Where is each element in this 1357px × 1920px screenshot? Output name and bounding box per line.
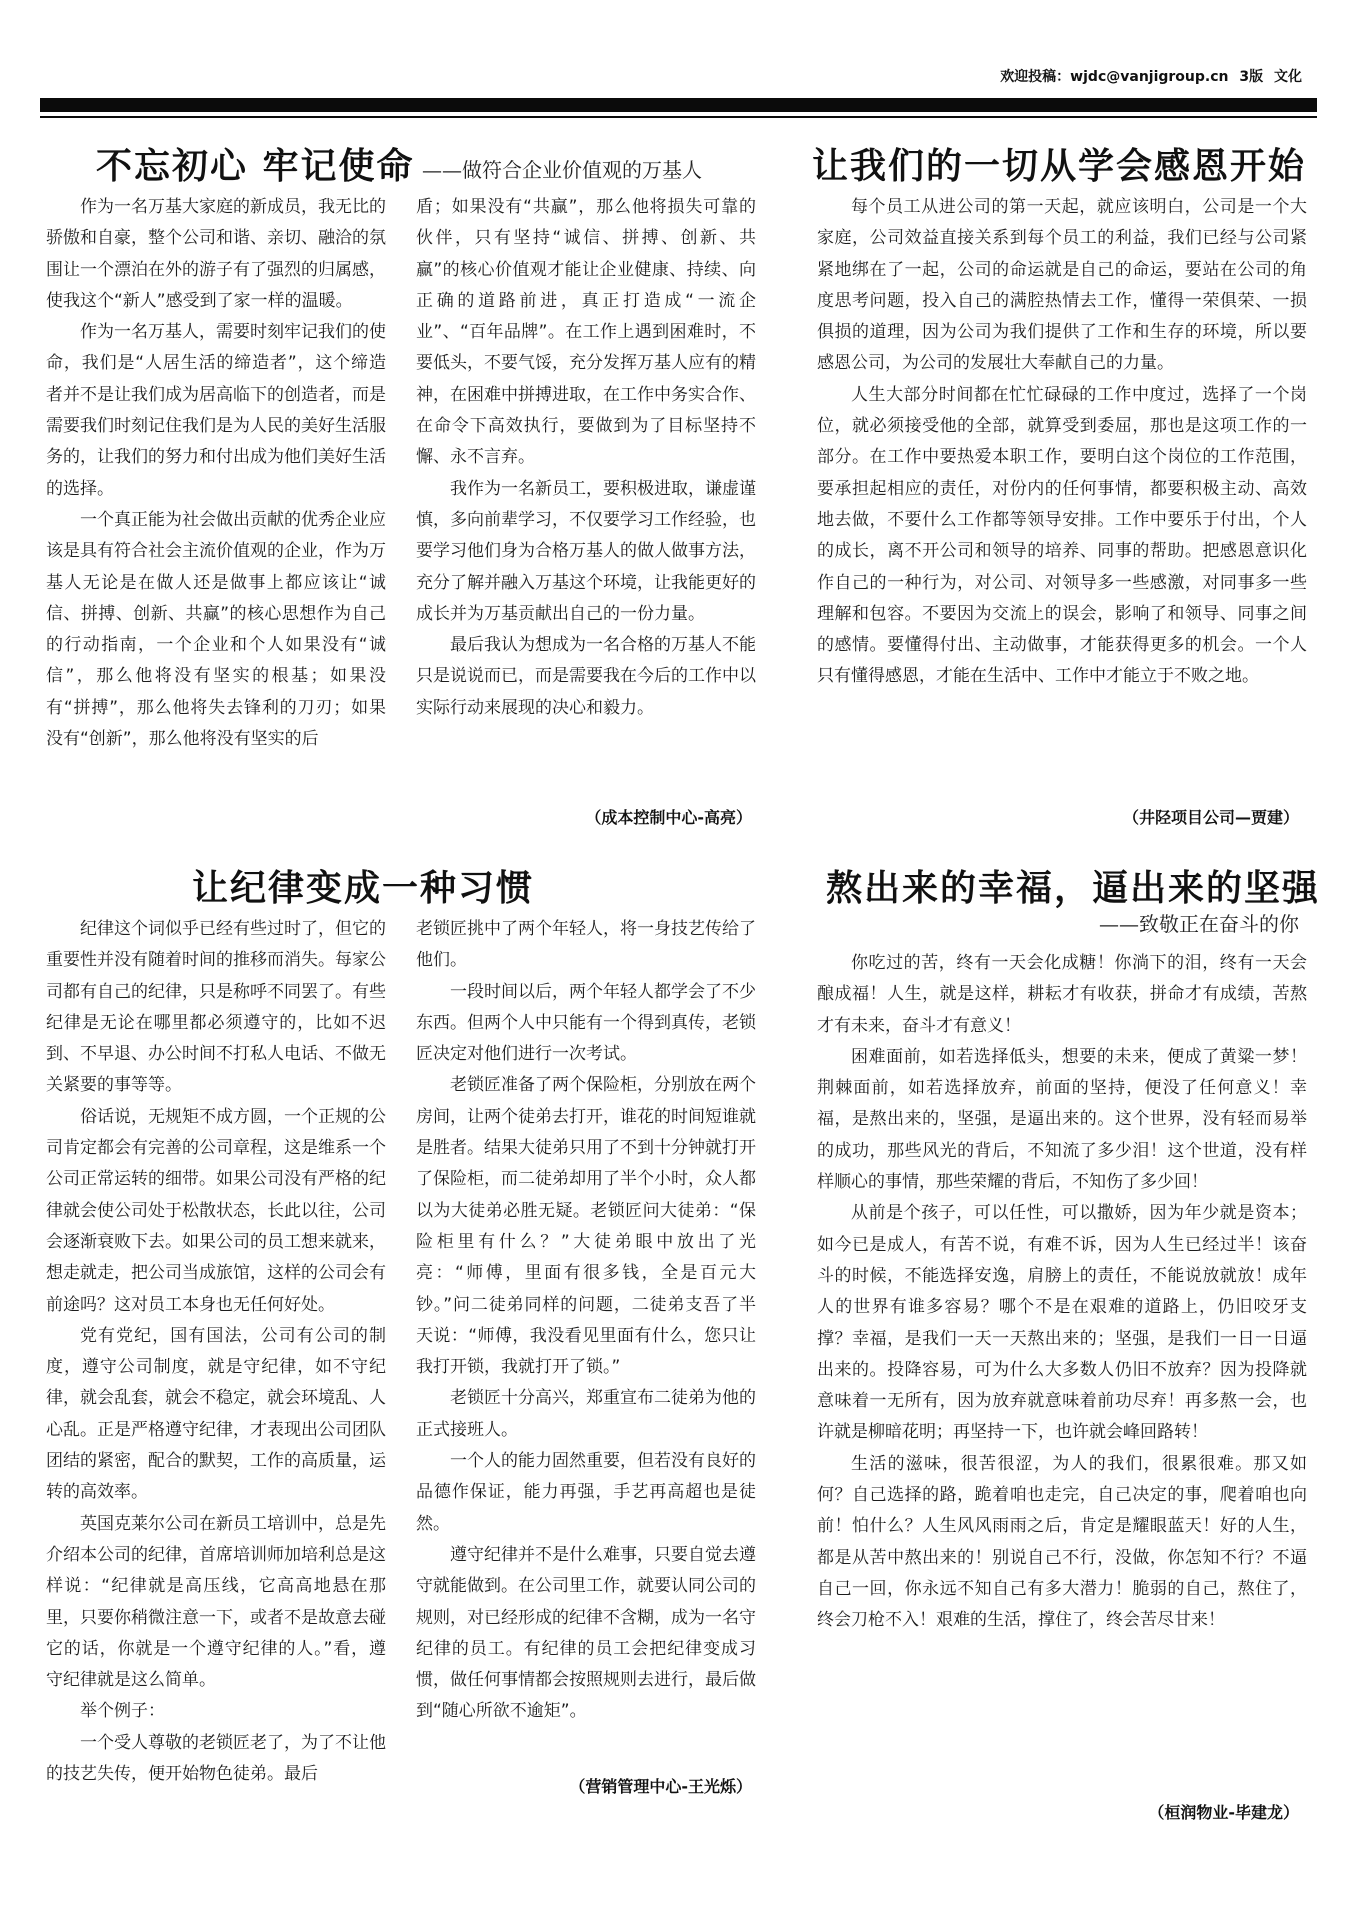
article-column — [817, 948, 1307, 1637]
header-rule-thin — [40, 116, 1317, 118]
section-name: 文化 — [1274, 69, 1302, 85]
paragraph: 一个真正能为社会做出贡献的优秀企业应该是具有符合社会主流价值观的企业，作为万基人无论是在做人还是做事上都应该让“诚信、拼搏、创新、共赢”的核心思想作为自己的行动指南，一个企业和个人如果没有“诚信”，那么他将没有坚实的根基；如果没有“拼搏”，那么他将失去锋利的刀刃；如果没有“创新”，那么他将没有坚实的后 — [46, 509, 386, 750]
article-column — [416, 192, 756, 724]
paragraph: 纪律这个词似乎已经有些过时了，但它的重要性并没有随着时间的推移而消失。每家公司都有自己的纪律，只是称呼不同罢了。有些纪律是无论在哪里都必须遵守的，比如不迟到、不早退、办公时间不打私人电话、不做无关紧要的事等等。 — [46, 919, 386, 1096]
paragraph: 困难面前，如若选择低头，想要的未来，便成了黄粱一梦！荆棘面前，如若选择放弃，前面的坚持，便没了任何意义！幸福，是熬出来的，坚强，是逼出来的。这个世界，没有轻而易举的成功，那些风光的背后，不知流了多少泪！这个世道，没有样样顺心的事情，那些荣耀的背后，不知伤了多少回！ — [817, 1046, 1307, 1193]
paragraph: 人生大部分时间都在忙忙碌碌的工作中度过，选择了一个岗位，就必须接受他的全部，就算受到委屈，那也是这项工作的一部分。在工作中要热爱本职工作，要明白这个岗位的工作范围，要承担起相应的责任，对份内的任何事情，都要积极主动、高效地去做，不要什么工作都等领导安排。工作中要乐于付出，个人的成长，离不开公司和领导的培养、同事的帮助。把感恩意识化作自己的一种行为，对公司、对领导多一些感激，对同事多一些理解和包容。不要因为交流上的误会，影响了和领导、同事之间的感情。要懂得付出、主动做事，才能获得更多的机会。一个人只有懂得感恩，才能在生活中、工作中才能立于不败之地。 — [817, 384, 1307, 687]
paragraph: 举个例子： — [80, 1701, 165, 1722]
paragraph: 党有党纪，国有国法，公司有公司的制度，遵守公司制度，就是守纪律，如不守纪律，就会乱套，就会不稳定，就会环境乱、人心乱。正是严格遵守纪律，才表现出公司团队团结的紧密，配合的默契，工作的高质量，运转的高效率。 — [46, 1325, 386, 1503]
paragraph: 盾；如果没有“共赢”，那么他将损失可靠的伙伴，只有坚持“诚信、拼搏、创新、共赢”的核心价值观才能让企业健康、持续、向正确的道路前进，真正打造成“一流企业”、“百年品牌”。在工作上遇到困难时，不要低头，不要气馁，充分发挥万基人应有的精神，在困难中拼搏进取，在工作中务实合作、在命令下高效执行，要做到为了目标坚持不懈、永不言弃。 — [416, 197, 756, 468]
paragraph: 英国克莱尔公司在新员工培训中，总是先介绍本公司的纪律，首席培训师加培利总是这样说：“纪律就是高压线，它高高地悬在那里，只要你稍微注意一下，或者不是故意去碰它的话，你就是一个遵守纪律的人。”看，遵守纪律就是这么简单。 — [46, 1513, 386, 1691]
paragraph: 作为一名万基人，需要时刻牢记我们的使命，我们是“人居生活的缔造者”，这个缔造者并不是让我们成为居高临下的创造者，而是需要我们时刻记住我们是为人民的美好生活服务的，让我们的努力和付出成为他们美好生活的选择。 — [46, 322, 386, 499]
article-title: 让我们的一切从学会感恩开始 — [812, 145, 1307, 187]
article-column — [46, 192, 386, 755]
paragraph: 遵守纪律并不是什么难事，只要自觉去遵守就能做到。在公司里工作，就要认同公司的规则，对已经形成的纪律不含糊，成为一名守纪律的员工。有纪律的员工会把纪律变成习惯，做任何事情都会按照规则去进行，最后做到“随心所欲不逾矩”。 — [416, 1544, 756, 1722]
header-rule-thick — [40, 98, 1317, 112]
article-title: 不忘初心 牢记使命 — [96, 145, 415, 187]
page-number: 3版 — [1239, 69, 1264, 85]
paragraph: 作为一名万基大家庭的新成员，我无比的骄傲和自豪，整个公司和谐、亲切、融洽的氛围让一个漂泊在外的游子有了强烈的归属感，使我这个“新人”感受到了家一样的温暖。 — [46, 197, 386, 311]
article-title: 熬出来的幸福，逼出来的坚强 — [826, 867, 1321, 909]
article-author: （成本控制中心-高亮） — [585, 808, 752, 827]
paragraph: 俗话说，无规矩不成方圆，一个正规的公司肯定都会有完善的公司章程，这是维系一个公司正常运转的细带。如果公司没有严格的纪律就会使公司处于松散状态，长此以往，公司会逐渐衰败下去。如果公司的员工想来就来，想走就走，把公司当成旅馆，这样的公司会有前途吗？这对员工本身也无任何好处。 — [46, 1106, 386, 1315]
contact-email: 欢迎投稿：wjdc@vanjigroup.cn — [1000, 69, 1229, 85]
paragraph: 老锁匠准备了两个保险柜，分别放在两个房间，让两个徒弟去打开，谁花的时间短谁就是胜者。结果大徒弟只用了不到十分钟就打开了保险柜，而二徒弟却用了半个小时，众人都以为大徒弟必胜无疑。老锁匠问大徒弟：“保险柜里有什么？”大徒弟眼中放出了光亮：“师傅，里面有很多钱，全是百元大钞。”问二徒弟同样的问题，二徒弟支吾了半天说：“师傅，我没看见里面有什么，您只让我打开锁，我就打开了锁。” — [416, 1075, 756, 1378]
article-subtitle: ——致敬正在奋斗的你 — [1099, 912, 1299, 936]
article-column — [817, 192, 1307, 693]
article-author: （桓润物业-毕建龙） — [1148, 1803, 1299, 1822]
paragraph: 从前是个孩子，可以任性，可以撒娇，因为年少就是资本；如今已是成人，有苦不说，有难不诉，因为人生已经过半！该奋斗的时候，不能选择安逸，肩膀上的责任，不能说放就放！成年人的世界有谁多容易？哪个不是在艰难的道路上，仍旧咬牙支撑？幸福，是我们一天一天熬出来的；坚强，是我们一日一日逼出来的。投降容易，可为什么大多数人仍旧不放弃？因为投降就意味着一无所有，因为放弃就意味着前功尽弃！再多熬一会，也许就是柳暗花明；再坚持一下，也许就会峰回路转！ — [817, 1203, 1307, 1443]
article-subtitle: ——做符合企业价值观的万基人 — [422, 158, 702, 182]
paragraph: 老锁匠挑中了两个年轻人，将一身技艺传给了他们。 — [416, 919, 756, 971]
paragraph: 我作为一名新员工，要积极进取，谦虚谨慎，多向前辈学习，不仅要学习工作经验，也要学习他们身为合格万基人的做人做事方法，充分了解并融入万基这个环境，让我能更好的成长并为万基贡献出自己的一份力量。 — [416, 478, 756, 624]
paragraph: 最后我认为想成为一名合格的万基人不能只是说说而已，而是需要我在今后的工作中以实际行动来展现的决心和毅力。 — [416, 635, 756, 718]
article-title: 让纪律变成一种习惯 — [192, 867, 535, 909]
paragraph: 老锁匠十分高兴，郑重宣布二徒弟为他的正式接班人。 — [416, 1388, 756, 1440]
paragraph: 生活的滋味，很苦很涩，为人的我们，很累很难。那又如何？自己选择的路，跪着咱也走完，自己决定的事，爬着咱也向前！怕什么？人生风风雨雨之后，肯定是耀眼蓝天！好的人生，都是从苦中熬出来的！别说自己不行，没做，你怎知不行？不逼自己一回，你永远不知自己有多大潜力！脆弱的自己，熬住了，终会刀枪不入！艰难的生活，撑住了，终会苦尽甘来！ — [817, 1453, 1307, 1631]
masthead — [994, 66, 1302, 86]
paragraph: 你吃过的苦，终有一天会化成糖！你淌下的泪，终有一天会酿成福！人生，就是这样，耕耘才有收获，拼命才有成绩，苦熬才有未来，奋斗才有意义！ — [817, 953, 1307, 1036]
paragraph: 每个员工从进公司的第一天起，就应该明白，公司是一个大家庭，公司效益直接关系到每个员工的利益，我们已经与公司紧紧地绑在了一起，公司的命运就是自己的命运，要站在公司的角度思考问题，投入自己的满腔热情去工作，懂得一荣俱荣、一损俱损的道理，因为公司为我们提供了工作和生存的环境，所以要感恩公司，为公司的发展壮大奉献自己的力量。 — [817, 197, 1307, 374]
article-author: （营销管理中心-王光烁） — [569, 1777, 752, 1796]
article-column — [46, 914, 386, 1790]
paragraph: 一个人的能力固然重要，但若没有良好的品德作保证，能力再强，手艺再高超也是徒然。 — [416, 1451, 756, 1534]
paragraph: 一个受人尊敬的老锁匠老了，为了不让他的技艺失传，便开始物色徒弟。最后 — [46, 1732, 386, 1785]
article-column — [416, 914, 756, 1728]
article-author: （井陉项目公司—贾建） — [1122, 808, 1299, 827]
paragraph: 一段时间以后，两个年轻人都学会了不少东西。但两个人中只能有一个得到真传，老锁匠决定对他们进行一次考试。 — [416, 981, 756, 1065]
